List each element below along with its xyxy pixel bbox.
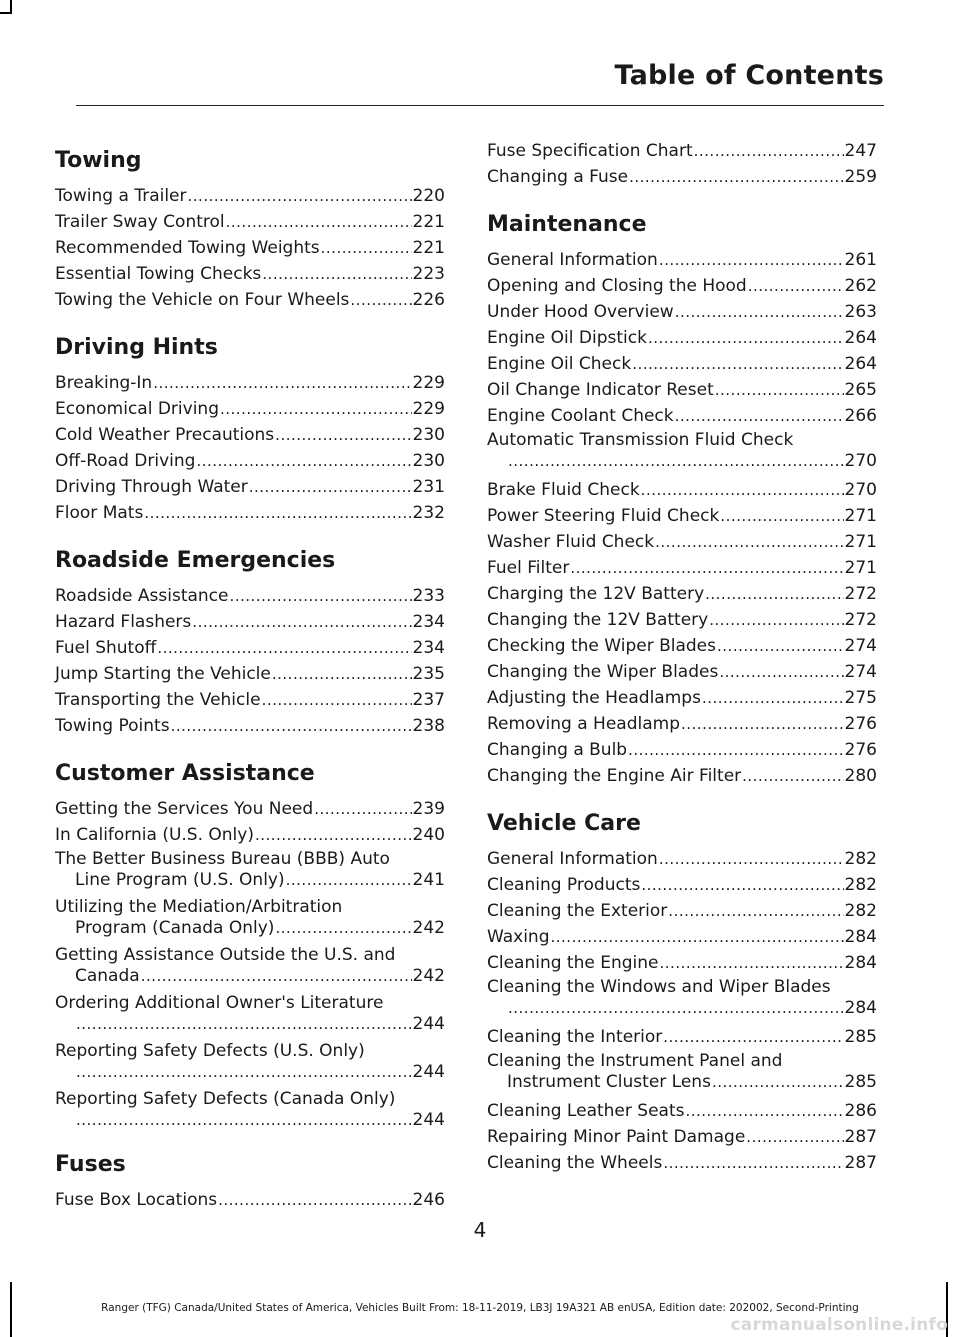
toc-entry[interactable] — [487, 1024, 877, 1050]
toc-entry[interactable] — [487, 529, 877, 555]
dot-leader — [675, 299, 844, 325]
dot-leader — [275, 422, 411, 448]
dot-leader — [262, 687, 412, 713]
toc-page-number: 234 — [412, 638, 445, 658]
toc-section — [487, 811, 877, 1176]
toc-page-number: 261 — [844, 250, 877, 270]
toc-entry-title: Automatic Transmission Fluid Check — [487, 430, 794, 450]
toc-entry-title: Floor Mats — [55, 503, 144, 523]
dot-leader — [659, 247, 844, 273]
dot-leader — [675, 403, 844, 429]
toc-entry[interactable] — [55, 635, 445, 661]
toc-page-number: 271 — [844, 506, 877, 526]
toc-entry[interactable] — [487, 763, 877, 789]
toc-page-number: 284 — [844, 953, 877, 973]
toc-entry[interactable] — [55, 396, 445, 422]
toc-entry-title: General Information — [487, 849, 658, 869]
toc-entry-title: Changing the Engine Air Filter — [487, 766, 742, 786]
toc-entry-title: Opening and Closing the Hood — [487, 276, 747, 296]
toc-page-number: 276 — [844, 740, 877, 760]
toc-entry[interactable] — [55, 1187, 445, 1213]
toc-entry[interactable] — [487, 164, 877, 190]
toc-entry-title: Fuse Specification Chart — [487, 141, 693, 161]
toc-page-number: 231 — [412, 477, 445, 497]
toc-page-number: 282 — [844, 849, 877, 869]
toc-entry-title: Cleaning the Instrument Panel and — [487, 1051, 783, 1071]
toc-entry[interactable] — [55, 474, 445, 500]
toc-entry[interactable] — [487, 377, 877, 403]
dot-leader — [508, 998, 844, 1018]
toc-entry-title: Cleaning the Wheels — [487, 1153, 663, 1173]
dot-leader — [275, 918, 411, 938]
toc-entry-title: Adjusting the Headlamps — [487, 688, 701, 708]
toc-entry[interactable] — [487, 1124, 877, 1150]
dot-leader — [76, 1110, 412, 1130]
toc-entry-title: The Better Business Bureau (BBB) Auto — [55, 849, 390, 869]
toc-page-number: 271 — [844, 558, 877, 578]
toc-entry-title: Engine Coolant Check — [487, 406, 674, 426]
dot-leader — [648, 325, 844, 351]
dot-leader — [508, 451, 844, 471]
toc-page-number: 287 — [844, 1127, 877, 1147]
toc-entry[interactable] — [55, 661, 445, 687]
toc-page-number: 287 — [844, 1153, 877, 1173]
toc-entry[interactable] — [487, 403, 877, 429]
toc-page-number: 221 — [412, 238, 445, 258]
toc-page-number: 284 — [844, 998, 877, 1018]
toc-entry[interactable] — [55, 500, 445, 526]
toc-page-number: 270 — [844, 480, 877, 500]
toc-section — [55, 335, 445, 526]
toc-page-number: 233 — [412, 586, 445, 606]
dot-leader — [188, 183, 412, 209]
toc-page-number: 282 — [844, 901, 877, 921]
section-title: Fuses — [55, 1152, 126, 1177]
toc-page-number: 276 — [844, 714, 877, 734]
dot-leader — [694, 138, 844, 164]
toc-entry[interactable] — [487, 477, 877, 503]
toc-entry-title-cont: Line Program (U.S. Only) — [75, 870, 285, 890]
toc-page-number: 282 — [844, 875, 877, 895]
dot-leader — [272, 661, 412, 687]
toc-entry-title: Cleaning the Engine — [487, 953, 659, 973]
dot-leader — [229, 583, 411, 609]
dot-leader — [742, 763, 843, 789]
toc-entry-title: Fuel Filter — [487, 558, 570, 578]
dot-leader — [746, 1124, 843, 1150]
toc-entry-title: Driving Through Water — [55, 477, 248, 497]
toc-entry[interactable] — [55, 261, 445, 287]
toc-page-number: 229 — [412, 373, 445, 393]
section-title: Vehicle Care — [487, 811, 641, 836]
toc-entry[interactable] — [55, 448, 445, 474]
dot-leader — [659, 846, 844, 872]
toc-entry-title: Waxing — [487, 927, 550, 947]
dot-leader — [196, 448, 411, 474]
toc-page-number: 264 — [844, 354, 877, 374]
toc-page-number: 238 — [412, 716, 445, 736]
dot-leader — [655, 529, 843, 555]
toc-page-number: 274 — [844, 662, 877, 682]
dot-leader — [144, 500, 411, 526]
toc-entry[interactable] — [55, 183, 445, 209]
toc-page-number: 259 — [844, 167, 877, 187]
toc-entry-title: Changing a Fuse — [487, 167, 629, 187]
dot-leader — [153, 370, 411, 396]
dot-leader — [709, 607, 843, 633]
dot-leader — [663, 1150, 843, 1176]
toc-entry-title: Hazard Flashers — [55, 612, 192, 632]
toc-entry[interactable] — [55, 687, 445, 713]
dot-leader — [685, 1098, 843, 1124]
crop-mark — [0, 12, 12, 14]
toc-page-number: 284 — [844, 927, 877, 947]
toc-page-number: 237 — [412, 690, 445, 710]
toc-entry-title: Oil Change Indicator Reset — [487, 380, 714, 400]
toc-page-number: 272 — [844, 610, 877, 630]
toc-entry[interactable] — [487, 872, 877, 898]
header-divider — [76, 105, 884, 106]
toc-entry[interactable] — [487, 950, 877, 976]
toc-entry[interactable] — [55, 609, 445, 635]
toc-page-number: 264 — [844, 328, 877, 348]
toc-entry-title: Getting Assistance Outside the U.S. and — [55, 945, 396, 965]
toc-entry-title: Under Hood Overview — [487, 302, 674, 322]
toc-entry[interactable] — [55, 583, 445, 609]
toc-page-number: 263 — [844, 302, 877, 322]
toc-page-number: 244 — [412, 1014, 445, 1034]
dot-leader — [171, 713, 412, 739]
toc-entry[interactable] — [487, 924, 877, 950]
footer-text: Ranger (TFG) Canada/United States of America, Vehicles Built From: 18-11-2019, LB3J 19A321 AB enUSA, Edition date: 202002, Second-Printing — [101, 1302, 859, 1314]
toc-entry-title: Changing the Wiper Blades — [487, 662, 719, 682]
dot-leader — [314, 796, 411, 822]
toc-page-number: 220 — [412, 186, 445, 206]
dot-leader — [286, 870, 412, 890]
toc-entry-title: Utilizing the Mediation/Arbitration — [55, 897, 343, 917]
toc-page-number: 265 — [844, 380, 877, 400]
toc-entry-title: Cold Weather Precautions — [55, 425, 275, 445]
dot-leader — [570, 555, 843, 581]
toc-entry-title: Cleaning Products — [487, 875, 641, 895]
toc-entry[interactable] — [487, 846, 877, 872]
toc-entry[interactable] — [487, 607, 877, 633]
section-title: Maintenance — [487, 212, 647, 237]
toc-entry[interactable] — [55, 944, 445, 986]
toc-page-number: 241 — [412, 870, 445, 890]
dot-leader — [641, 872, 843, 898]
toc-entry[interactable] — [487, 429, 877, 471]
toc-entry-title: Cleaning the Exterior — [487, 901, 668, 921]
dot-leader — [719, 659, 843, 685]
dot-leader — [141, 966, 412, 986]
toc-page-number: 242 — [412, 918, 445, 938]
dot-leader — [262, 261, 411, 287]
toc-entry[interactable] — [55, 992, 445, 1034]
toc-entry[interactable] — [55, 896, 445, 938]
toc-entry[interactable] — [487, 299, 877, 325]
toc-page-number: 239 — [412, 799, 445, 819]
toc-entry[interactable] — [55, 209, 445, 235]
toc-entry[interactable] — [487, 581, 877, 607]
toc-entry-title: Fuel Shutoff — [55, 638, 157, 658]
toc-entry-title-cont: Canada — [75, 966, 140, 986]
dot-leader — [157, 635, 411, 661]
toc-entry-title: Towing Points — [55, 716, 170, 736]
toc-entry[interactable] — [487, 898, 877, 924]
toc-entry-title-cont: Program (Canada Only) — [75, 918, 275, 938]
dot-leader — [748, 273, 844, 299]
toc-entry-title: Cleaning the Windows and Wiper Blades — [487, 977, 831, 997]
toc-page-number: 230 — [412, 451, 445, 471]
section-title: Roadside Emergencies — [55, 548, 336, 573]
toc-page-number: 244 — [412, 1062, 445, 1082]
toc-page-number: 266 — [844, 406, 877, 426]
toc-entry-title: Off-Road Driving — [55, 451, 196, 471]
dot-leader — [663, 1024, 843, 1050]
toc-entry-title: General Information — [487, 250, 658, 270]
toc-page-number: 270 — [844, 451, 877, 471]
toc-entry-title: Towing a Trailer — [55, 186, 187, 206]
toc-entry-title: Cleaning Leather Seats — [487, 1101, 685, 1121]
dot-leader — [220, 396, 412, 422]
dot-leader — [702, 685, 844, 711]
toc-page-number: 229 — [412, 399, 445, 419]
dot-leader — [255, 822, 412, 848]
toc-entry-title: Transporting the Vehicle — [55, 690, 261, 710]
toc-entry-title: Changing a Bulb — [487, 740, 628, 760]
toc-page-number: 272 — [844, 584, 877, 604]
dot-leader — [350, 287, 411, 313]
dot-leader — [192, 609, 411, 635]
toc-entry-title: Engine Oil Check — [487, 354, 632, 374]
dot-leader — [628, 737, 843, 763]
toc-entry-title: Checking the Wiper Blades — [487, 636, 717, 656]
watermark: carmanualsonline.info — [730, 1315, 948, 1335]
toc-page-number: 246 — [412, 1190, 445, 1210]
toc-entry-title: Cleaning the Interior — [487, 1027, 663, 1047]
toc-entry[interactable] — [487, 273, 877, 299]
toc-page-number: 223 — [412, 264, 445, 284]
toc-entry[interactable] — [487, 1050, 877, 1092]
toc-page-number: 280 — [844, 766, 877, 786]
toc-section — [487, 212, 877, 789]
toc-entry[interactable] — [487, 659, 877, 685]
toc-page-number: 275 — [844, 688, 877, 708]
toc-entry[interactable] — [55, 713, 445, 739]
toc-entry[interactable] — [55, 287, 445, 313]
toc-entry[interactable] — [487, 633, 877, 659]
dot-leader — [249, 474, 412, 500]
dot-leader — [629, 164, 843, 190]
toc-page-number: 274 — [844, 636, 877, 656]
dot-leader — [321, 235, 412, 261]
toc-section — [55, 761, 445, 1130]
toc-entry[interactable] — [55, 822, 445, 848]
dot-leader — [715, 377, 844, 403]
dot-leader — [717, 633, 844, 659]
toc-entry[interactable] — [487, 1150, 877, 1176]
toc-entry-title: Reporting Safety Defects (U.S. Only) — [55, 1041, 365, 1061]
page-number: 4 — [473, 1218, 487, 1242]
toc-entry[interactable] — [487, 976, 877, 1018]
toc-entry-title: In California (U.S. Only) — [55, 825, 254, 845]
toc-page-number: 262 — [844, 276, 877, 296]
toc-page-number: 247 — [844, 141, 877, 161]
toc-entry[interactable] — [55, 422, 445, 448]
toc-entry-title: Brake Fluid Check — [487, 480, 640, 500]
toc-entry[interactable] — [487, 247, 877, 273]
toc-page-number: 240 — [412, 825, 445, 845]
dot-leader — [660, 950, 844, 976]
dot-leader — [681, 711, 844, 737]
toc-entry-title: Washer Fluid Check — [487, 532, 655, 552]
toc-section — [55, 1152, 445, 1213]
dot-leader — [668, 898, 843, 924]
toc-entry-title: Breaking-In — [55, 373, 153, 393]
toc-entry-title: Repairing Minor Paint Damage — [487, 1127, 746, 1147]
toc-entry-title: Charging the 12V Battery — [487, 584, 705, 604]
dot-leader — [705, 581, 843, 607]
toc-entry-title: Roadside Assistance — [55, 586, 229, 606]
toc-entry[interactable] — [487, 555, 877, 581]
toc-entry-title-cont: Instrument Cluster Lens — [507, 1072, 711, 1092]
toc-entry-title: Engine Oil Dipstick — [487, 328, 647, 348]
toc-section — [55, 548, 445, 739]
toc-entry[interactable] — [487, 138, 877, 164]
toc-page-number: 271 — [844, 532, 877, 552]
toc-page-number: 232 — [412, 503, 445, 523]
toc-column-right — [487, 138, 877, 1198]
toc-column-left — [55, 138, 445, 1235]
toc-entry-title: Jump Starting the Vehicle — [55, 664, 271, 684]
toc-entry-title: Changing the 12V Battery — [487, 610, 709, 630]
dot-leader — [712, 1072, 844, 1092]
toc-entry[interactable] — [487, 711, 877, 737]
toc-entry[interactable] — [487, 503, 877, 529]
toc-page-number: 285 — [844, 1072, 877, 1092]
toc-entry[interactable] — [487, 351, 877, 377]
toc-page-number: 234 — [412, 612, 445, 632]
section-title: Customer Assistance — [55, 761, 315, 786]
dot-leader — [641, 477, 844, 503]
toc-entry[interactable] — [55, 370, 445, 396]
toc-page-number: 235 — [412, 664, 445, 684]
toc-entry-title: Removing a Headlamp — [487, 714, 680, 734]
toc-page-number: 226 — [412, 290, 445, 310]
toc-page-number: 221 — [412, 212, 445, 232]
toc-entry-title: Reporting Safety Defects (Canada Only) — [55, 1089, 396, 1109]
toc-entry[interactable] — [55, 235, 445, 261]
toc-entry[interactable] — [487, 685, 877, 711]
section-title: Towing — [55, 148, 142, 173]
dot-leader — [218, 1187, 411, 1213]
dot-leader — [720, 503, 843, 529]
toc-section — [487, 138, 877, 190]
dot-leader — [551, 924, 844, 950]
toc-entry-title: Getting the Services You Need — [55, 799, 314, 819]
dot-leader — [76, 1014, 412, 1034]
toc-entry-title: Essential Towing Checks — [55, 264, 262, 284]
toc-page-number: 285 — [844, 1027, 877, 1047]
toc-entry-title: Ordering Additional Owner's Literature — [55, 993, 384, 1013]
dot-leader — [226, 209, 412, 235]
toc-entry-title: Recommended Towing Weights — [55, 238, 320, 258]
toc-entry-title: Trailer Sway Control — [55, 212, 225, 232]
toc-entry[interactable] — [55, 796, 445, 822]
toc-entry[interactable] — [55, 1088, 445, 1130]
toc-entry-title: Towing the Vehicle on Four Wheels — [55, 290, 350, 310]
dot-leader — [632, 351, 843, 377]
toc-page-number: 286 — [844, 1101, 877, 1121]
toc-entry[interactable] — [55, 1040, 445, 1082]
toc-entry-title: Economical Driving — [55, 399, 219, 419]
page-title: Table of Contents — [614, 60, 884, 91]
toc-entry[interactable] — [487, 737, 877, 763]
toc-entry[interactable] — [487, 325, 877, 351]
toc-entry[interactable] — [55, 848, 445, 890]
toc-page-number: 244 — [412, 1110, 445, 1130]
toc-page-number: 242 — [412, 966, 445, 986]
section-title: Driving Hints — [55, 335, 218, 360]
toc-page-number: 230 — [412, 425, 445, 445]
toc-entry[interactable] — [487, 1098, 877, 1124]
dot-leader — [76, 1062, 412, 1082]
toc-entry-title: Fuse Box Locations — [55, 1190, 218, 1210]
toc-entry-title: Power Steering Fluid Check — [487, 506, 720, 526]
toc-section — [55, 148, 445, 313]
